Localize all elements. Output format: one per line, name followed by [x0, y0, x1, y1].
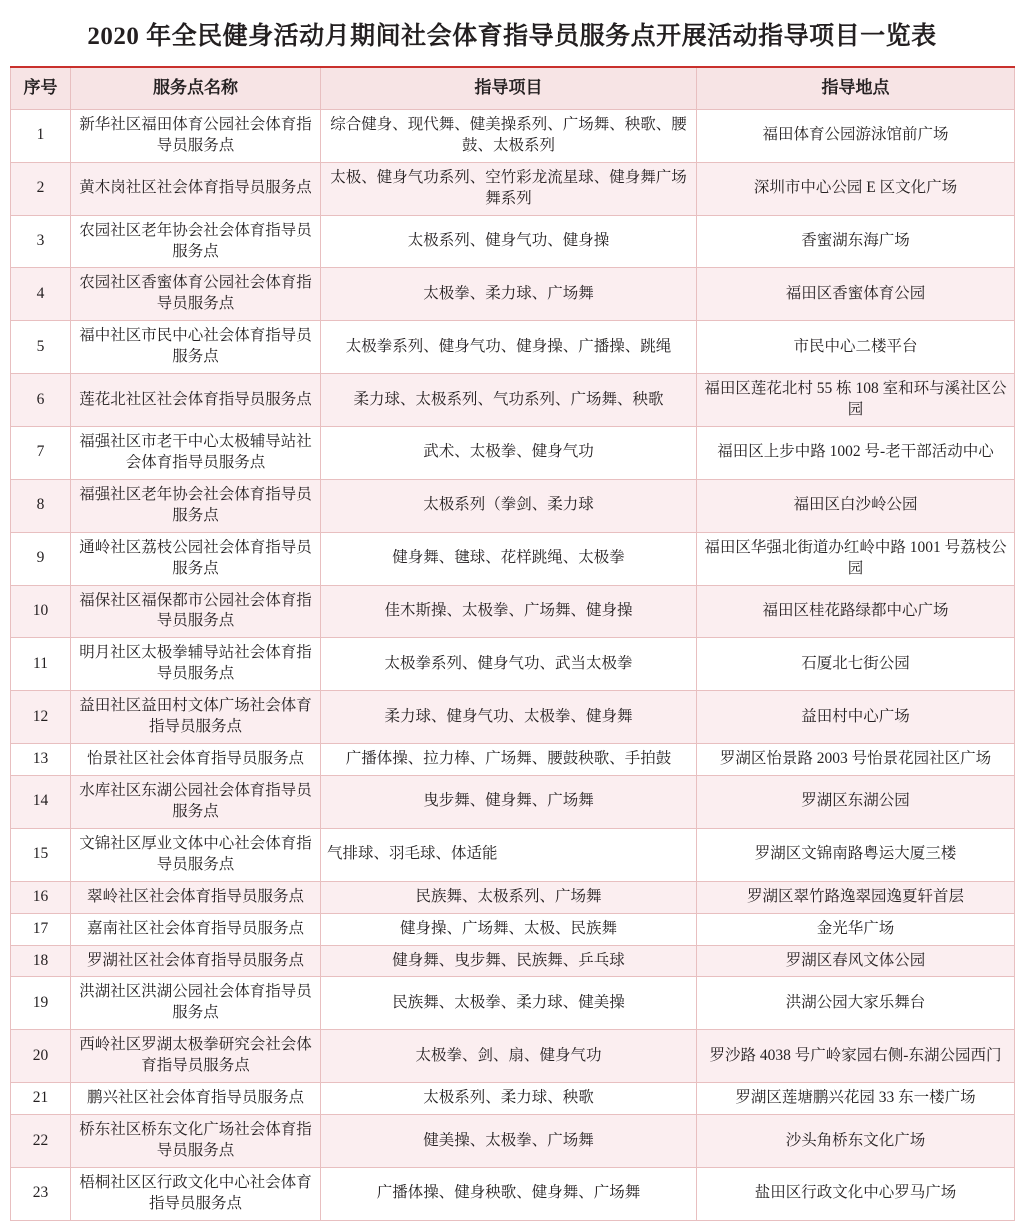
cell-guidance-project: 健美操、太极拳、广场舞	[321, 1115, 697, 1168]
cell-guidance-project: 民族舞、太极系列、广场舞	[321, 881, 697, 913]
cell-guidance-project: 太极拳、柔力球、广场舞	[321, 268, 697, 321]
table-header	[11, 67, 1015, 109]
cell-guidance-location: 罗湖区东湖公园	[697, 775, 1015, 828]
cell-index: 18	[11, 945, 71, 977]
cell-guidance-project: 广播体操、拉力棒、广场舞、腰鼓秧歌、手拍鼓	[321, 744, 697, 776]
cell-guidance-project: 曳步舞、健身舞、广场舞	[321, 775, 697, 828]
cell-index: 6	[11, 374, 71, 427]
table-row	[11, 744, 1015, 776]
column-header-index: 序号	[11, 67, 71, 109]
table-row	[11, 427, 1015, 480]
cell-index: 12	[11, 691, 71, 744]
cell-guidance-location: 市民中心二楼平台	[697, 321, 1015, 374]
table-row	[11, 479, 1015, 532]
table-row	[11, 109, 1015, 162]
cell-service-point-name: 洪湖社区洪湖公园社会体育指导员服务点	[71, 977, 321, 1030]
cell-service-point-name: 嘉南社区社会体育指导员服务点	[71, 913, 321, 945]
cell-guidance-location: 福田体育公园游泳馆前广场	[697, 109, 1015, 162]
cell-guidance-location: 福田区白沙岭公园	[697, 479, 1015, 532]
table-row	[11, 945, 1015, 977]
cell-service-point-name: 通岭社区荔枝公园社会体育指导员服务点	[71, 532, 321, 585]
table-row	[11, 162, 1015, 215]
cell-guidance-project: 健身舞、毽球、花样跳绳、太极拳	[321, 532, 697, 585]
table-row	[11, 1167, 1015, 1220]
cell-index: 4	[11, 268, 71, 321]
cell-guidance-project: 太极拳系列、健身气功、健身操、广播操、跳绳	[321, 321, 697, 374]
column-header-project: 指导项目	[321, 67, 697, 109]
cell-guidance-project: 广播体操、健身秧歌、健身舞、广场舞	[321, 1167, 697, 1220]
cell-guidance-project: 综合健身、现代舞、健美操系列、广场舞、秧歌、腰鼓、太极系列	[321, 109, 697, 162]
table-row	[11, 532, 1015, 585]
cell-guidance-location: 沙头角桥东文化广场	[697, 1115, 1015, 1168]
cell-service-point-name: 罗湖社区社会体育指导员服务点	[71, 945, 321, 977]
table-row	[11, 977, 1015, 1030]
column-header-location: 指导地点	[697, 67, 1015, 109]
cell-guidance-location: 罗湖区莲塘鹏兴花园 33 东一楼广场	[697, 1083, 1015, 1115]
cell-service-point-name: 农园社区香蜜体育公园社会体育指导员服务点	[71, 268, 321, 321]
cell-index: 19	[11, 977, 71, 1030]
cell-service-point-name: 水库社区东湖公园社会体育指导员服务点	[71, 775, 321, 828]
table-row	[11, 268, 1015, 321]
cell-guidance-location: 金光华广场	[697, 913, 1015, 945]
cell-index: 3	[11, 215, 71, 268]
cell-guidance-location: 福田区华强北街道办红岭中路 1001 号荔枝公园	[697, 532, 1015, 585]
cell-index: 21	[11, 1083, 71, 1115]
cell-guidance-location: 福田区上步中路 1002 号-老干部活动中心	[697, 427, 1015, 480]
table-row	[11, 1115, 1015, 1168]
cell-index: 8	[11, 479, 71, 532]
table-row	[11, 913, 1015, 945]
cell-service-point-name: 福强社区老年协会社会体育指导员服务点	[71, 479, 321, 532]
cell-guidance-project: 太极、健身气功系列、空竹彩龙流星球、健身舞广场舞系列	[321, 162, 697, 215]
cell-guidance-project: 太极系列、柔力球、秧歌	[321, 1083, 697, 1115]
cell-service-point-name: 新华社区福田体育公园社会体育指导员服务点	[71, 109, 321, 162]
table-row	[11, 1030, 1015, 1083]
cell-index: 2	[11, 162, 71, 215]
table-header-row	[11, 67, 1015, 109]
cell-guidance-project: 佳木斯操、太极拳、广场舞、健身操	[321, 585, 697, 638]
table-row	[11, 828, 1015, 881]
cell-guidance-project: 太极拳、剑、扇、健身气功	[321, 1030, 697, 1083]
cell-index: 22	[11, 1115, 71, 1168]
cell-service-point-name: 福中社区市民中心社会体育指导员服务点	[71, 321, 321, 374]
cell-service-point-name: 文锦社区厚业文体中心社会体育指导员服务点	[71, 828, 321, 881]
cell-guidance-location: 洪湖公园大家乐舞台	[697, 977, 1015, 1030]
cell-guidance-location: 福田区香蜜体育公园	[697, 268, 1015, 321]
cell-guidance-location: 盐田区行政文化中心罗马广场	[697, 1167, 1015, 1220]
table-row	[11, 585, 1015, 638]
cell-guidance-project: 太极系列、健身气功、健身操	[321, 215, 697, 268]
cell-index: 9	[11, 532, 71, 585]
cell-guidance-project: 柔力球、健身气功、太极拳、健身舞	[321, 691, 697, 744]
cell-guidance-project: 气排球、羽毛球、体适能	[321, 828, 697, 881]
cell-guidance-location: 石厦北七街公园	[697, 638, 1015, 691]
table-row	[11, 1083, 1015, 1115]
activity-table	[10, 66, 1015, 1221]
table-row	[11, 881, 1015, 913]
table-row	[11, 691, 1015, 744]
cell-guidance-project: 武术、太极拳、健身气功	[321, 427, 697, 480]
cell-service-point-name: 明月社区太极拳辅导站社会体育指导员服务点	[71, 638, 321, 691]
cell-service-point-name: 梧桐社区区行政文化中心社会体育指导员服务点	[71, 1167, 321, 1220]
cell-service-point-name: 福强社区市老干中心太极辅导站社会体育指导员服务点	[71, 427, 321, 480]
table-body	[11, 109, 1015, 1220]
cell-guidance-location: 益田村中心广场	[697, 691, 1015, 744]
table-row	[11, 638, 1015, 691]
cell-guidance-location: 罗湖区怡景路 2003 号怡景花园社区广场	[697, 744, 1015, 776]
cell-service-point-name: 怡景社区社会体育指导员服务点	[71, 744, 321, 776]
column-header-name: 服务点名称	[71, 67, 321, 109]
cell-guidance-location: 罗沙路 4038 号广岭家园右侧-东湖公园西门	[697, 1030, 1015, 1083]
cell-service-point-name: 福保社区福保都市公园社会体育指导员服务点	[71, 585, 321, 638]
cell-index: 1	[11, 109, 71, 162]
cell-service-point-name: 翠岭社区社会体育指导员服务点	[71, 881, 321, 913]
cell-guidance-project: 健身舞、曳步舞、民族舞、乒乓球	[321, 945, 697, 977]
cell-service-point-name: 鹏兴社区社会体育指导员服务点	[71, 1083, 321, 1115]
cell-guidance-location: 深圳市中心公园 E 区文化广场	[697, 162, 1015, 215]
cell-guidance-location: 罗湖区文锦南路粤运大厦三楼	[697, 828, 1015, 881]
cell-guidance-location: 罗湖区春风文体公园	[697, 945, 1015, 977]
table-row	[11, 215, 1015, 268]
cell-guidance-location: 福田区桂花路绿都中心广场	[697, 585, 1015, 638]
cell-service-point-name: 西岭社区罗湖太极拳研究会社会体育指导员服务点	[71, 1030, 321, 1083]
cell-index: 17	[11, 913, 71, 945]
cell-guidance-location: 福田区莲花北村 55 栋 108 室和环与溪社区公园	[697, 374, 1015, 427]
cell-index: 14	[11, 775, 71, 828]
cell-guidance-location: 香蜜湖东海广场	[697, 215, 1015, 268]
page-title: 2020 年全民健身活动月期间社会体育指导员服务点开展活动指导项目一览表	[87, 23, 937, 50]
cell-service-point-name: 莲花北社区社会体育指导员服务点	[71, 374, 321, 427]
cell-guidance-project: 民族舞、太极拳、柔力球、健美操	[321, 977, 697, 1030]
cell-guidance-project: 太极拳系列、健身气功、武当太极拳	[321, 638, 697, 691]
table-row	[11, 775, 1015, 828]
cell-guidance-project: 健身操、广场舞、太极、民族舞	[321, 913, 697, 945]
cell-index: 7	[11, 427, 71, 480]
cell-index: 20	[11, 1030, 71, 1083]
cell-index: 16	[11, 881, 71, 913]
cell-index: 11	[11, 638, 71, 691]
cell-index: 5	[11, 321, 71, 374]
cell-guidance-project: 太极系列（拳剑、柔力球	[321, 479, 697, 532]
cell-service-point-name: 益田社区益田村文体广场社会体育指导员服务点	[71, 691, 321, 744]
cell-service-point-name: 桥东社区桥东文化广场社会体育指导员服务点	[71, 1115, 321, 1168]
cell-service-point-name: 农园社区老年协会社会体育指导员服务点	[71, 215, 321, 268]
cell-service-point-name: 黄木岗社区社会体育指导员服务点	[71, 162, 321, 215]
cell-index: 15	[11, 828, 71, 881]
cell-guidance-location: 罗湖区翠竹路逸翠园逸夏轩首层	[697, 881, 1015, 913]
table-row	[11, 374, 1015, 427]
cell-index: 23	[11, 1167, 71, 1220]
cell-guidance-project: 柔力球、太极系列、气功系列、广场舞、秧歌	[321, 374, 697, 427]
table-row	[11, 321, 1015, 374]
cell-index: 13	[11, 744, 71, 776]
cell-index: 10	[11, 585, 71, 638]
